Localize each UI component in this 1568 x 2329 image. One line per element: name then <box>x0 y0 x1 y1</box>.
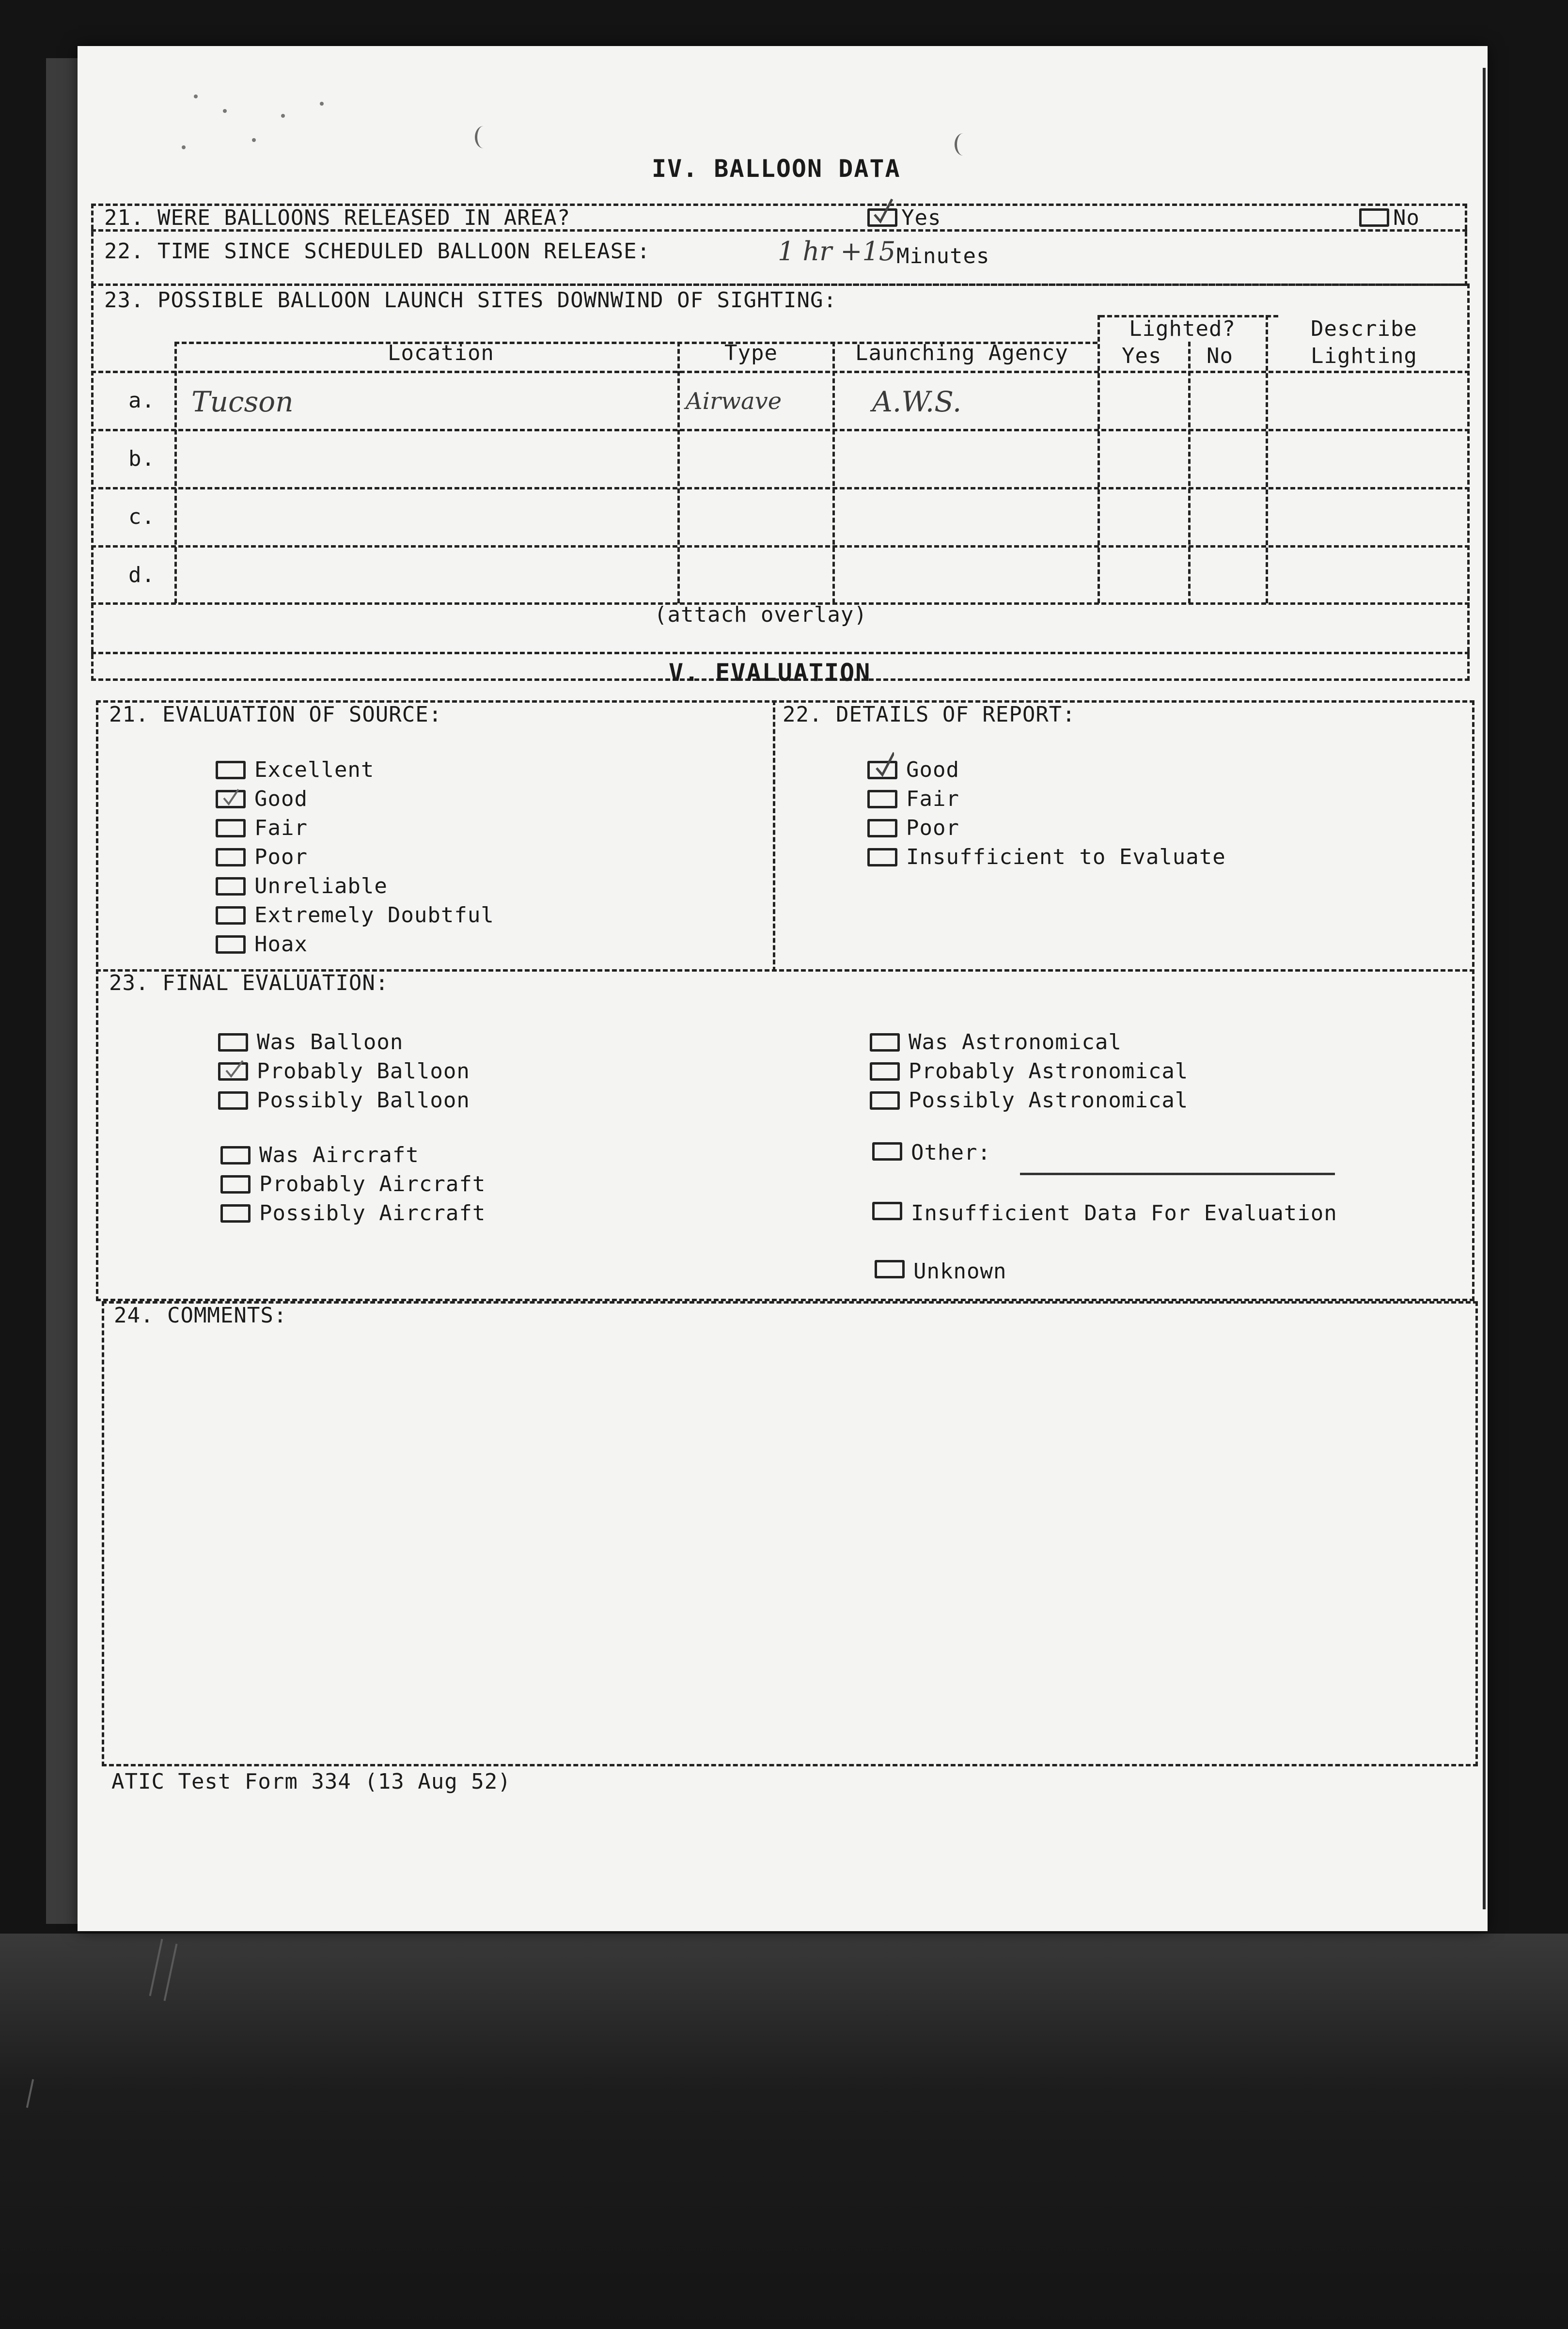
column-line <box>832 342 835 603</box>
row-letter: b. <box>128 446 155 471</box>
final-option: Probably Aircraft <box>259 1172 486 1196</box>
q22-handwritten-value: 1 hr +15 <box>778 236 896 267</box>
punch-mark <box>475 126 492 148</box>
speck <box>223 109 227 113</box>
check-mark-icon <box>873 197 894 226</box>
section-iv-heading: IV. BALLOON DATA <box>652 155 901 183</box>
final-possibly-balloon-checkbox[interactable] <box>218 1091 248 1110</box>
q21-yes-checkbox[interactable] <box>867 208 897 227</box>
col-yes: Yes <box>1122 344 1162 368</box>
column-line <box>1098 315 1100 603</box>
q21-no-checkbox[interactable] <box>1359 208 1389 227</box>
check-mark-icon <box>873 750 894 779</box>
row-a-agency: A.W.S. <box>872 385 962 418</box>
punch-mark <box>955 133 972 156</box>
source-option: Poor <box>254 845 308 869</box>
source-good-checkbox[interactable] <box>216 790 246 808</box>
final-insufficient-checkbox[interactable] <box>872 1202 902 1220</box>
column-line <box>677 342 680 603</box>
paper-edge <box>1483 68 1486 1909</box>
speck <box>194 94 198 98</box>
final-other-checkbox[interactable] <box>872 1142 902 1161</box>
details-fair-checkbox[interactable] <box>867 790 897 808</box>
final-option: Probably Balloon <box>257 1059 470 1084</box>
source-unreliable-checkbox[interactable] <box>216 877 246 896</box>
section-v-heading: V. EVALUATION <box>669 659 871 687</box>
final-option: Possibly Balloon <box>257 1088 470 1113</box>
column-line <box>1266 315 1268 603</box>
row-letter: d. <box>128 563 155 587</box>
source-option: Unreliable <box>254 874 388 898</box>
details-poor-checkbox[interactable] <box>867 819 897 837</box>
check-mark-icon <box>221 779 242 808</box>
comments-box <box>102 1301 1478 1766</box>
final-probably-astronomical-checkbox[interactable] <box>870 1062 900 1081</box>
row-line <box>91 371 1470 373</box>
q22-label: 22. TIME SINCE SCHEDULED BALLOON RELEASE: <box>104 239 651 264</box>
photo-background <box>0 1934 1568 2329</box>
final-option: Was Balloon <box>257 1030 404 1054</box>
final-possibly-aircraft-checkbox[interactable] <box>220 1204 251 1223</box>
row-letter: a. <box>128 388 155 413</box>
speck <box>320 102 324 106</box>
col-no: No <box>1207 344 1233 368</box>
final-option: Possibly Aircraft <box>259 1201 486 1226</box>
source-doubtful-checkbox[interactable] <box>216 906 246 925</box>
speck <box>281 114 285 118</box>
final-option: Possibly Astronomical <box>909 1088 1189 1113</box>
source-label: 21. EVALUATION OF SOURCE: <box>109 702 442 727</box>
source-option: Good <box>254 787 308 811</box>
row-line <box>91 487 1470 489</box>
q23-label: 23. POSSIBLE BALLOON LAUNCH SITES DOWNWIND OF SIGHTING: <box>104 288 837 313</box>
column-line <box>1188 342 1191 603</box>
row-line <box>91 652 1470 654</box>
final-option: Probably Astronomical <box>909 1059 1189 1084</box>
source-option: Fair <box>254 816 308 840</box>
q21-no-label: No <box>1393 205 1420 230</box>
final-option: Was Aircraft <box>259 1143 419 1167</box>
col-location: Location <box>388 341 494 365</box>
col-type: Type <box>724 341 778 365</box>
final-option: Unknown <box>913 1259 1007 1284</box>
source-option: Excellent <box>254 757 375 782</box>
q22-unit: Minutes <box>896 244 990 268</box>
other-blank-line[interactable] <box>1020 1173 1335 1175</box>
details-option: Poor <box>906 816 959 840</box>
speck <box>252 138 256 142</box>
speck <box>182 145 186 149</box>
q21-yes-label: Yes <box>901 205 941 230</box>
details-insufficient-checkbox[interactable] <box>867 848 897 866</box>
details-option: Insufficient to Evaluate <box>906 845 1226 869</box>
source-hoax-checkbox[interactable] <box>216 935 246 954</box>
final-label: 23. FINAL EVALUATION: <box>109 971 389 995</box>
source-option: Hoax <box>254 932 308 957</box>
source-poor-checkbox[interactable] <box>216 848 246 866</box>
col-launching-agency: Launching Agency <box>855 341 1068 365</box>
final-unknown-checkbox[interactable] <box>875 1260 905 1278</box>
column-line <box>773 700 775 972</box>
row-a-location: Tucson <box>191 385 294 418</box>
paper-shadow <box>46 58 80 1924</box>
row-a-type: Airwave <box>686 388 782 415</box>
attach-overlay: (attach overlay) <box>654 602 867 627</box>
comments-label: 24. COMMENTS: <box>114 1303 287 1328</box>
details-option: Fair <box>906 787 959 811</box>
q21-label: 21. WERE BALLOONS RELEASED IN AREA? <box>104 205 571 230</box>
col-describe: Describe <box>1311 316 1417 341</box>
details-label: 22. DETAILS OF REPORT: <box>783 702 1076 727</box>
col-lighted: Lighted? <box>1129 316 1236 341</box>
column-line <box>174 342 177 603</box>
details-good-checkbox[interactable] <box>867 761 897 779</box>
row-letter: c. <box>128 504 155 529</box>
final-was-aircraft-checkbox[interactable] <box>220 1146 251 1164</box>
details-option: Good <box>906 757 959 782</box>
final-probably-aircraft-checkbox[interactable] <box>220 1175 251 1194</box>
row-line <box>91 545 1470 548</box>
row-line <box>91 429 1470 431</box>
final-option: Was Astronomical <box>909 1030 1122 1054</box>
final-option: Insufficient Data For Evaluation <box>911 1201 1337 1226</box>
final-possibly-astronomical-checkbox[interactable] <box>870 1091 900 1110</box>
source-fair-checkbox[interactable] <box>216 819 246 837</box>
source-excellent-checkbox[interactable] <box>216 761 246 779</box>
final-probably-balloon-checkbox[interactable] <box>218 1062 248 1081</box>
form-page <box>78 46 1488 1931</box>
final-was-astronomical-checkbox[interactable] <box>870 1033 900 1052</box>
final-was-balloon-checkbox[interactable] <box>218 1033 248 1052</box>
col-lighting: Lighting <box>1311 344 1417 368</box>
final-option: Other: <box>911 1140 991 1165</box>
check-mark-icon <box>223 1051 245 1080</box>
form-footer: ATIC Test Form 334 (13 Aug 52) <box>111 1769 511 1794</box>
source-option: Extremely Doubtful <box>254 903 494 928</box>
